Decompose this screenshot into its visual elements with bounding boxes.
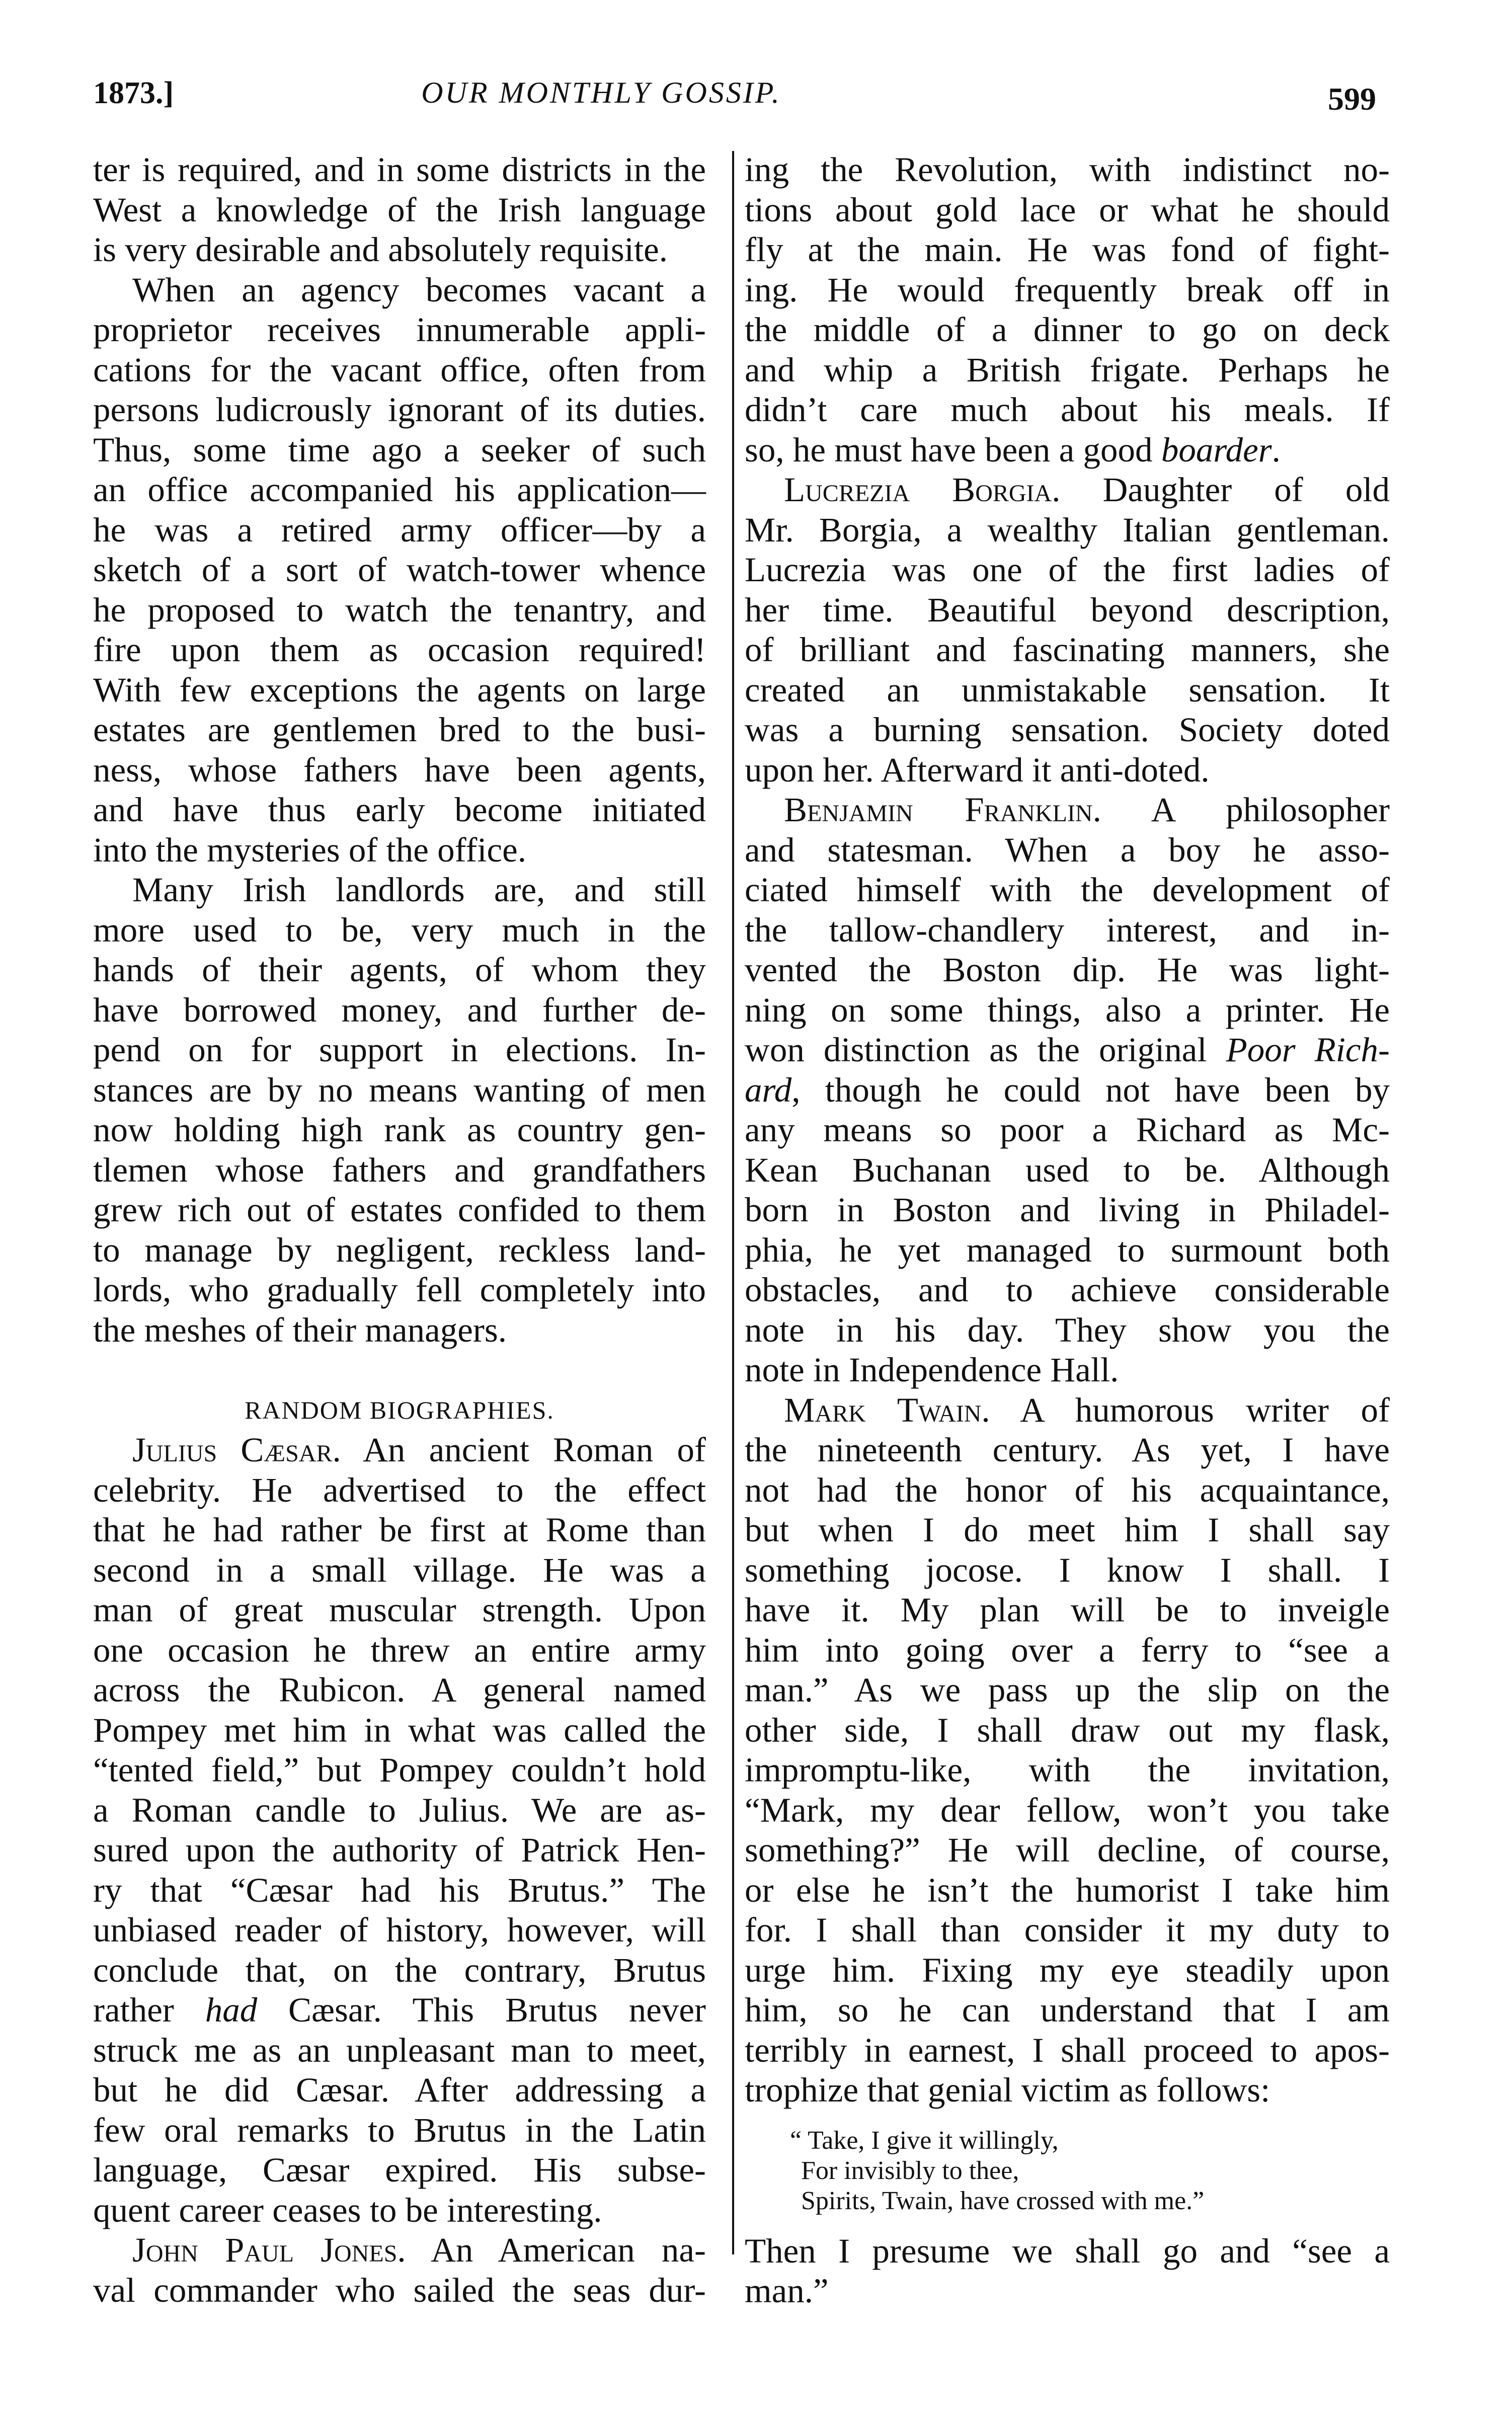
text-line: phia, he yet managed to surmount both	[745, 1230, 1390, 1269]
text-line: second in a small village. He was a	[93, 1550, 706, 1589]
text-line: something?” He will decline, of course,	[745, 1831, 1390, 1869]
text-line: Mark Twain. A humorous writer of	[784, 1390, 1390, 1429]
text-line: Kean Buchanan used to be. Although	[745, 1150, 1390, 1189]
text-line: he proposed to watch the tenantry, and	[93, 590, 706, 629]
verse-line: “ Take, I give it willingly,	[790, 2126, 1059, 2155]
text-line: a Roman candle to Julius. We are as-	[93, 1790, 706, 1829]
text-line: didn’t care much about his meals. If	[745, 391, 1390, 429]
magazine-section-title: OUR MONTHLY GOSSIP.	[421, 76, 781, 109]
paragraph-agency-vacant	[93, 270, 706, 871]
text-line: sured upon the authority of Patrick Hen-	[93, 1831, 706, 1869]
text-line: obstacles, and to achieve considerable	[745, 1271, 1390, 1309]
text-line: so, he must have been a good boarder.	[745, 430, 1281, 469]
text-line: and whip a British frigate. Perhaps he	[745, 350, 1390, 389]
text-line: stances are by no means wanting of men	[93, 1070, 706, 1109]
text-line: “tented field,” but Pompey couldn’t hold	[93, 1751, 706, 1789]
text-line: him, so he can understand that I am	[745, 1991, 1390, 2029]
text-line: not had the honor of his acquaintance,	[745, 1470, 1390, 1509]
text-line: but when I do meet him I shall say	[745, 1511, 1390, 1549]
text-line: proprietor receives innumerable appli-	[93, 310, 706, 349]
text-line: trophize that genial victim as follows:	[745, 2071, 1270, 2109]
text-line: and statesman. When a boy he asso-	[745, 830, 1390, 869]
text-line: the tallow-chandlery interest, and in-	[745, 910, 1390, 949]
text-line: fly at the main. He was fond of fight-	[745, 230, 1390, 269]
emphasis: had	[205, 1991, 258, 2029]
text-line: he was a retired army officer—by a	[93, 510, 706, 549]
text-line: note in Independence Hall.	[745, 1351, 1119, 1389]
text-line: the nineteenth century. As yet, I have	[745, 1431, 1390, 1469]
text-line: grew rich out of estates confided to them	[93, 1191, 706, 1229]
emphasis: boarder	[1161, 430, 1272, 469]
text-line: is very desirable and absolutely requisite.	[93, 230, 668, 269]
text-line: rather had Cæsar. This Brutus never	[93, 1991, 706, 2029]
text-line: “Mark, my dear fellow, won’t you take	[745, 1790, 1390, 1829]
text-line: ry that “Cæsar had his Brutus.” The	[93, 1870, 706, 1909]
text-line: but he did Cæsar. After addressing a	[93, 2071, 706, 2109]
text-line: now holding high rank as country gen-	[93, 1111, 706, 1149]
text-line: of brilliant and fascinating manners, she	[745, 631, 1390, 669]
text-line: any means so poor a Richard as Mc-	[745, 1111, 1390, 1149]
text-line: conclude that, on the contrary, Brutus	[93, 1951, 706, 1989]
biography-john-paul-jones-continued	[745, 150, 1390, 470]
text-line: Then I presume we shall go and “see a	[745, 2231, 1390, 2270]
text-line: Thus, some time ago a seeker of such	[93, 430, 706, 469]
text-line: other side, I shall draw out my flask,	[745, 1710, 1390, 1749]
text-line: urge him. Fixing my eye steadily upon	[745, 1951, 1390, 1989]
issue-year: 1873.]	[93, 76, 174, 110]
text-line: ing. He would frequently break off in	[745, 270, 1390, 309]
text-line: created an unmistakable sensation. It	[745, 670, 1390, 709]
text-line: Many Irish landlords are, and still	[132, 871, 706, 909]
text-line: struck me as an unpleasant man to meet,	[93, 2031, 706, 2069]
text-line: across the Rubicon. A general named	[93, 1671, 706, 1709]
text-line: Lucrezia Borgia. Daughter of old	[784, 471, 1390, 509]
text-line: into the mysteries of the office.	[93, 830, 526, 869]
text-line: lords, who gradually fell completely into	[93, 1271, 706, 1309]
text-line: ness, whose fathers have been agents,	[93, 750, 706, 789]
text-line: that he had rather be first at Rome than	[93, 1511, 706, 1549]
text-line: With few exceptions the agents on large	[93, 670, 706, 709]
text-line: Pompey met him in what was called the	[93, 1710, 706, 1749]
text-line: pend on for support in elections. In-	[93, 1031, 706, 1069]
text-line: terribly in earnest, I shall proceed to apos-	[745, 2031, 1390, 2069]
verse-line: Spirits, Twain, have crossed with me.”	[801, 2186, 1205, 2215]
emphasis: Poor Rich-	[1226, 1031, 1390, 1069]
text-line: ter is required, and in some districts in the	[93, 150, 706, 189]
text-line: When an agency becomes vacant a	[132, 270, 706, 309]
biography-name: Mark Twain.	[784, 1390, 990, 1429]
text-line: val commander who sailed the seas dur-	[93, 2271, 706, 2309]
text-line: was a burning sensation. Society doted	[745, 711, 1390, 749]
text-line: more used to be, very much in the	[93, 910, 706, 949]
biography-mark-twain	[745, 1390, 1390, 2311]
text-line: or else he isn’t the humorist I take him	[745, 1870, 1390, 1909]
biography-lucrezia-borgia	[745, 470, 1390, 790]
text-line: celebrity. He advertised to the effect	[93, 1470, 706, 1509]
biography-name: John Paul Jones.	[132, 2231, 406, 2269]
text-line: ciated himself with the development of	[745, 871, 1390, 909]
text-line: man of great muscular strength. Upon	[93, 1591, 706, 1629]
biography-name: Lucrezia Borgia.	[784, 471, 1061, 509]
text-line: estates are gentlemen bred to the busi-	[93, 711, 706, 749]
text-line: to manage by negligent, reckless land-	[93, 1230, 706, 1269]
text-line: the middle of a dinner to go on deck	[745, 310, 1390, 349]
text-line: cations for the vacant office, often from	[93, 350, 706, 389]
text-line: man.” As we pass up the slip on the	[745, 1671, 1390, 1709]
text-line: quent career ceases to be interesting.	[93, 2191, 602, 2229]
page-number: 599	[1328, 81, 1376, 117]
text-line: man.”	[745, 2272, 829, 2310]
text-line: won distinction as the original Poor Rich-	[745, 1031, 1390, 1069]
text-line: an office accompanied his application—	[93, 471, 706, 509]
text-line: sketch of a sort of watch-tower whence	[93, 551, 706, 589]
text-line: vented the Boston dip. He was light-	[745, 951, 1390, 989]
right-column	[745, 150, 1390, 2311]
text-line: impromptu-like, with the invitation,	[745, 1751, 1390, 1789]
text-line: upon her. Afterward it anti-doted.	[745, 750, 1210, 789]
text-line: for. I shall than consider it my duty to	[745, 1911, 1390, 1949]
text-line: Benjamin Franklin. A philosopher	[784, 791, 1390, 829]
emphasis: ard	[745, 1070, 792, 1109]
text-line: few oral remarks to Brutus in the Latin	[93, 2111, 706, 2149]
text-line: tions about gold lace or what he should	[745, 190, 1390, 229]
text-line: West a knowledge of the Irish language	[93, 190, 706, 229]
text-line: Lucrezia was one of the first ladies of	[745, 551, 1390, 589]
paragraph-irish-landlords	[93, 870, 706, 1350]
text-line: ard, though he could not have been by	[745, 1070, 1390, 1109]
text-line: language, Cæsar expired. His subse-	[93, 2151, 706, 2189]
text-line: persons ludicrously ignorant of its duties.	[93, 391, 706, 429]
text-line: John Paul Jones. An American na-	[132, 2231, 706, 2269]
text-line: unbiased reader of history, however, will	[93, 1911, 706, 1949]
biography-julius-caesar	[93, 1430, 706, 2230]
paragraph-irish-language	[93, 150, 706, 270]
text-line: Mr. Borgia, a wealthy Italian gentleman.	[745, 510, 1390, 549]
text-line: the meshes of their managers.	[93, 1310, 507, 1349]
left-column	[93, 150, 706, 2310]
text-line: note in his day. They show you the	[745, 1310, 1390, 1349]
text-line: tlemen whose fathers and grandfathers	[93, 1150, 706, 1189]
text-line: fire upon them as occasion required!	[93, 631, 706, 669]
text-line: one occasion he threw an entire army	[93, 1630, 706, 1669]
verse-line: For invisibly to thee,	[801, 2156, 1019, 2185]
running-head	[93, 70, 1391, 126]
text-line: ning on some things, also a printer. He	[745, 990, 1390, 1029]
verse-quotation	[745, 2126, 1390, 2216]
biography-benjamin-franklin	[745, 790, 1390, 1390]
text-line: something jocose. I know I shall. I	[745, 1550, 1390, 1589]
section-heading: RANDOM BIOGRAPHIES.	[245, 1395, 554, 1424]
column-divider	[732, 151, 734, 2254]
biography-john-paul-jones	[93, 2230, 706, 2310]
text-line: Julius Cæsar. An ancient Roman of	[132, 1431, 706, 1469]
biography-name: Benjamin Franklin.	[784, 791, 1101, 829]
text-line: born in Boston and living in Philadel-	[745, 1191, 1390, 1229]
text-line: him into going over a ferry to “see a	[745, 1630, 1390, 1669]
text-line: hands of their agents, of whom they	[93, 951, 706, 989]
text-line: have borrowed money, and further de-	[93, 990, 706, 1029]
text-line: have it. My plan will be to inveigle	[745, 1591, 1390, 1629]
biography-name: Julius Cæsar.	[132, 1431, 341, 1469]
text-line: ing the Revolution, with indistinct no-	[745, 150, 1390, 189]
text-line: her time. Beautiful beyond description,	[745, 590, 1390, 629]
text-line: and have thus early become initiated	[93, 791, 706, 829]
